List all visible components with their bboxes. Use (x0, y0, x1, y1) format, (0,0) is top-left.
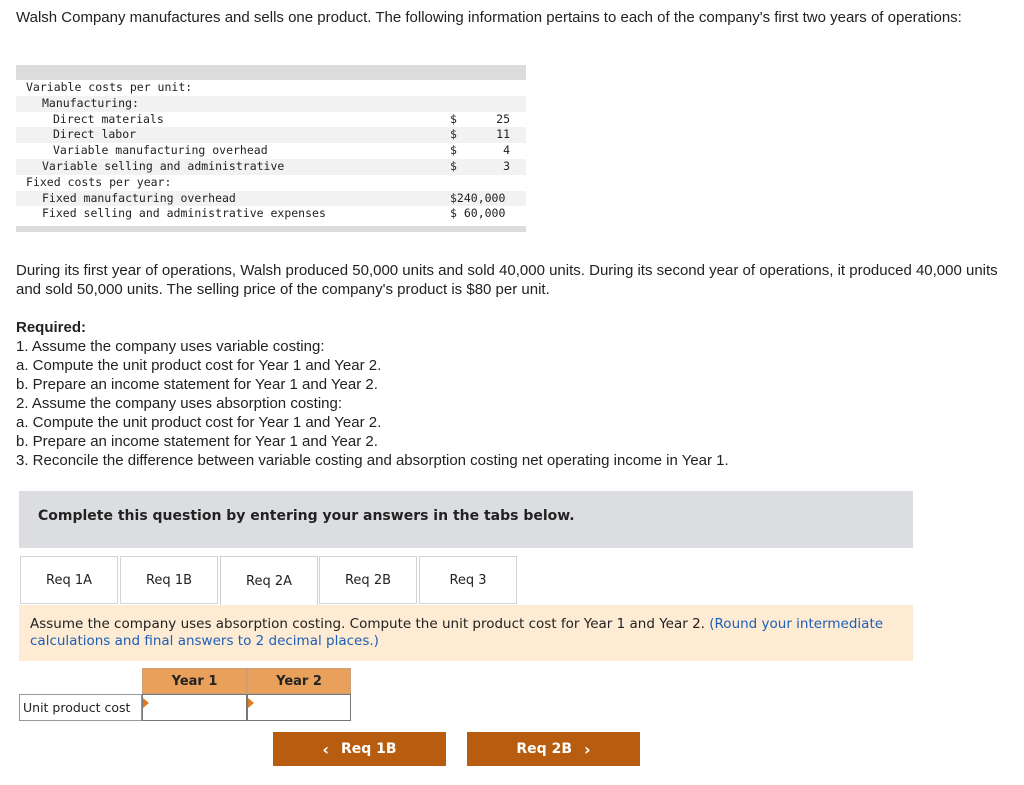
cost-table-bottom-bar (16, 226, 526, 232)
tab-req-1b[interactable]: Req 1B (120, 556, 218, 604)
intro-text: Walsh Company manufactures and sells one product. The following information pertains to each of the company's first two years of operations: (16, 9, 962, 26)
flag-icon (143, 698, 149, 708)
cost-table-row (16, 112, 526, 128)
next-button-label: Req 2B (516, 741, 572, 757)
next-req-2b-button[interactable] (467, 732, 640, 766)
scenario-paragraph: During its first year of operations, Walsh produced 50,000 units and sold 40,000 units. During its second year of operations, it produced 40,000 units and sold 50,000 units. The selling price of the company's product is $80 per unit. (16, 262, 998, 298)
cost-table-row (16, 159, 526, 175)
cost-table-row (16, 96, 526, 112)
cost-table-top-bar (16, 65, 526, 80)
required-title: Required: (16, 319, 87, 336)
required-line: b. Prepare an income statement for Year 1 and Year 2. (16, 433, 378, 450)
cost-table-row (16, 191, 526, 207)
currency-symbol: $ (450, 158, 457, 173)
cost-table-row (16, 80, 526, 96)
required-line: a. Compute the unit product cost for Year 1 and Year 2. (16, 414, 382, 431)
flag-icon (248, 698, 254, 708)
cost-label: Variable manufacturing overhead (53, 143, 268, 158)
cost-label: Fixed manufacturing overhead (42, 190, 236, 205)
cost-table-row (16, 175, 526, 191)
cost-label: Variable selling and administrative (42, 158, 285, 173)
cost-table-row (16, 127, 526, 143)
tab-req-3[interactable]: Req 3 (419, 556, 517, 604)
cost-amount: 25 (496, 111, 510, 126)
tab-req-2a[interactable]: Req 2A (220, 556, 318, 606)
cost-label: Direct labor (53, 127, 137, 142)
cost-label: Direct materials (53, 111, 164, 126)
cost-amount: $ 60,000 (450, 206, 506, 221)
cost-label: Manufacturing: (42, 95, 139, 110)
tab-instruction (19, 605, 913, 661)
required-section (16, 318, 1006, 470)
cost-table (16, 65, 526, 232)
cost-label: Variable costs per unit: (26, 80, 193, 94)
cost-table-row (16, 143, 526, 159)
instruction-text: Assume the company uses absorption costing. Compute the unit product cost for Year 1 and Year 2. (30, 616, 705, 632)
cost-amount: $240,000 (450, 190, 506, 205)
currency-symbol: $ (450, 143, 457, 158)
tab-req-2b[interactable]: Req 2B (319, 556, 417, 604)
currency-symbol: $ (450, 111, 457, 126)
tab-req-1a[interactable]: Req 1A (20, 556, 118, 604)
chevron-right-icon: › (584, 739, 591, 759)
row-label-unit-product-cost: Unit product cost (19, 694, 142, 721)
chevron-left-icon: ‹ (322, 739, 329, 759)
required-line: 3. Reconcile the difference between variable costing and absorption costing net operating income in Year 1. (16, 452, 729, 469)
currency-symbol: $ (450, 127, 457, 142)
cost-amount: 4 (503, 143, 510, 158)
year-2-unit-cost-cell (247, 694, 351, 721)
cost-table-row (16, 206, 526, 222)
year-2-unit-cost-input[interactable] (248, 695, 350, 720)
required-line: 1. Assume the company uses variable costing: (16, 338, 325, 355)
column-header-year-1: Year 1 (142, 668, 247, 694)
banner-text: Complete this question by entering your answers in the tabs below. (38, 508, 575, 524)
column-header-year-2: Year 2 (247, 668, 351, 694)
rounding-note: (Round your intermediate calculations and final answers to 2 decimal places.) (30, 616, 884, 649)
cost-amount: 3 (503, 158, 510, 173)
cost-amount: 11 (496, 127, 510, 142)
required-line: b. Prepare an income statement for Year 1 and Year 2. (16, 376, 378, 393)
year-1-unit-cost-cell (142, 694, 247, 721)
cost-label: Fixed selling and administrative expenses (42, 206, 326, 221)
required-line: a. Compute the unit product cost for Year 1 and Year 2. (16, 357, 382, 374)
year-1-unit-cost-input[interactable] (143, 695, 246, 720)
required-line: 2. Assume the company uses absorption costing: (16, 395, 343, 412)
instructions-banner (19, 491, 913, 548)
prev-req-1b-button[interactable] (273, 732, 446, 766)
cost-label: Fixed costs per year: (26, 174, 172, 189)
prev-button-label: Req 1B (341, 741, 397, 757)
